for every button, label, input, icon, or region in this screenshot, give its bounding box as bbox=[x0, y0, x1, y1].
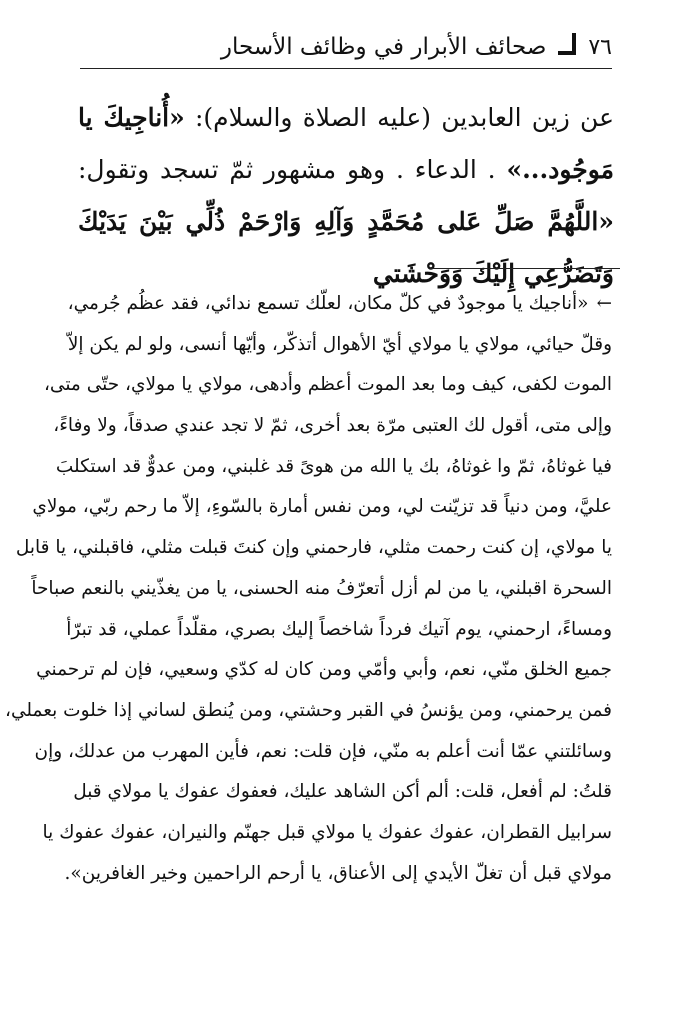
footnote-line: وإلى متى، أقول لك العتبى مرّة بعد أخرى، ثمّ لا تجد عندي صدقاً، ولا وفاءً، bbox=[53, 415, 612, 437]
footnote-line: جميع الخلق منّي، نعم، وأبي وأمّي ومن كان له كدّي وسعيي، فإن لم ترحمني bbox=[36, 659, 612, 681]
footnote-line: ومساءً، ارحمني، يوم آتيك فرداً شاخصاً إليك بصري، مقلّداً عملي، قد تبرّأ bbox=[66, 618, 612, 640]
footnote-line: سرابيل القطران، عفوك عفوك يا مولاي قبل جهنّم والنيران، عفوك عفوك يا bbox=[42, 821, 612, 843]
footnote bbox=[5, 284, 612, 894]
footnote-line: الموت لكفى، كيف وما بعد الموت أعظم وأدهى، مولاي يا مولاي، حتّى متى، bbox=[43, 374, 612, 396]
footnote-line: ←«أناجيك يا موجودٌ في كلّ مكان، لعلّك تسمع ندائي، فقد عظُم جُرمي، bbox=[67, 293, 612, 314]
prayer-quote-2: «اللَّهُمَّ صَلِّ عَلى مُحَمَّدٍ وَآلِهِ وَارْحَمْ ذُلِّي بَيْنَ يَدَيْكَ وَتَضَرُّعِي إِلَيْكَ وَوَحْشَتي bbox=[78, 207, 614, 288]
footnote-line: فمن يرحمني، ومن يؤنسُ في القبر وحشتي، ومن يُنطق لساني إذا خلوت بعملي، bbox=[5, 699, 612, 721]
header-ornament-icon bbox=[558, 33, 576, 55]
footnote-line: السحرة اقبلني، يا من لم أزل أتعرّفُ منه الحسنى، يا من يغذّيني بالنعم صباحاً bbox=[31, 577, 612, 599]
footnote-line: وسائلتني عمّا أنت أعلم به منّي، فإن قلت: نعم، فأين المهرب من عدلك، وإن bbox=[34, 740, 612, 762]
main-text-middle: . الدعاء . وهو مشهور ثمّ تسجد وتقول: bbox=[78, 155, 496, 184]
running-title: صحائف الأبرار في وظائف الأسحار bbox=[220, 34, 547, 60]
footnote-line: عليَّ، ومن دنياً قد تزيّنت لي، ومن نفس أمارة بالسّوءِ، إلاّ ما رحم ربّي، مولاي bbox=[32, 496, 612, 518]
footnote-rule bbox=[430, 268, 620, 269]
footnote-line: قلتُ: لم أفعل، قلت: ألم أكن الشاهد عليك، فعفوك عفوك يا مولاي قبل bbox=[73, 781, 612, 803]
prayer-quote-1: «أُناجِيكَ يا مَوجُود...» bbox=[78, 103, 615, 184]
footnote-line: وقلّ حيائي، مولاي يا مولاي أيّ الأهوال أتذكّر، وأيّها أنسى، ولو لم يكن إلاّ bbox=[67, 333, 612, 355]
main-text-intro: عن زين العابدين (عليه الصلاة والسلام): bbox=[194, 103, 615, 132]
footnote-line: يا مولاي، إن كنت رحمت مثلي، فارحمني وإن كنتَ قبلت مثلي، فاقبلني، يا قابل bbox=[15, 537, 612, 559]
running-header bbox=[80, 30, 612, 64]
footnote-line: فيا غوثاهُ، ثمّ وا غوثاهُ، بك يا الله من هوىً قد غلبني، ومن عدوٌّ قد استكلبَ bbox=[55, 455, 612, 477]
header-rule bbox=[80, 68, 612, 69]
arrow-left-icon: ← bbox=[596, 293, 612, 314]
page-number: ٧٦ bbox=[588, 34, 612, 60]
footnote-line: مولاي قبل أن تغلّ الأيدي إلى الأعناق، يا أرحم الراحمين وخير الغافرين». bbox=[64, 862, 612, 884]
